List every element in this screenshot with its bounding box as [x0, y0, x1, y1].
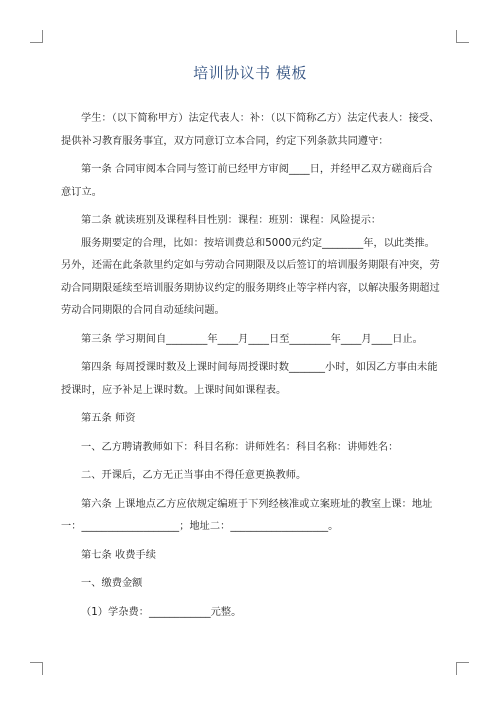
document-title: 培训协议书 模板	[193, 64, 307, 82]
paragraph-article-6: 第六条 上课地点乙方应依规定编班于下列经核准或立案班址的教室上课：地址一：___________________；地址二：___________________。	[61, 498, 433, 532]
crop-mark-bottom-left	[30, 662, 43, 675]
paragraph-article-3: 第三条 学习期间自________年____月____日至________年____月____日止。	[81, 333, 423, 345]
paragraph-article-5: 第五条 师资	[81, 413, 136, 424]
paragraph-article-4: 第四条 每周授课时数及上课时间每周授课时数_______小时，如因乙方事由未能授课时，应予补足上课时数。上课时间如课程表。	[61, 362, 438, 396]
paragraph-no-change: 二、开课后，乙方无正当事由不得任意更换教师。	[81, 470, 307, 481]
document-body	[61, 108, 441, 630]
paragraph-article-1: 第一条 合同审阅本合同与签订前已经甲方审阅____日，并经甲乙双方磋商后合意订立。	[61, 164, 433, 198]
paragraph-preamble: 学生：（以下简称甲方）法定代表人：补：（以下简称乙方）法定代表人：接受、提供补习教育服务事宜，双方同意订立本合同，约定下列条款共同遵守：	[61, 113, 440, 147]
paragraph-fee-amount: 一、缴费金额	[81, 578, 143, 589]
paragraph-article-2: 第二条 就读班别及课程科目性别：课程：班别：课程：风险提示：	[81, 215, 382, 226]
crop-mark-top-left	[30, 30, 43, 43]
paragraph-tuition: （1）学杂费：____________元整。	[81, 606, 242, 618]
paragraph-teachers: 一、乙方聘请教师如下：科目名称：讲师姓名：科目名称：讲师姓名：	[81, 441, 399, 453]
crop-mark-bottom-right	[456, 662, 469, 675]
crop-mark-top-right	[456, 30, 469, 43]
paragraph-service-period: 服务期要定的合理，比如：按培训费总和5000元约定________年，以此类推。另外，还需在此条款里约定如与劳动合同期限及以后签订的培训服务期限有冲突，劳动合同期限延续至培训服务期协议约定的服务期终止等字样内容，以解决服务期超过劳动合同期限的合同自动延续问题。	[61, 237, 440, 316]
paragraph-article-7: 第七条 收费手续	[81, 549, 156, 561]
